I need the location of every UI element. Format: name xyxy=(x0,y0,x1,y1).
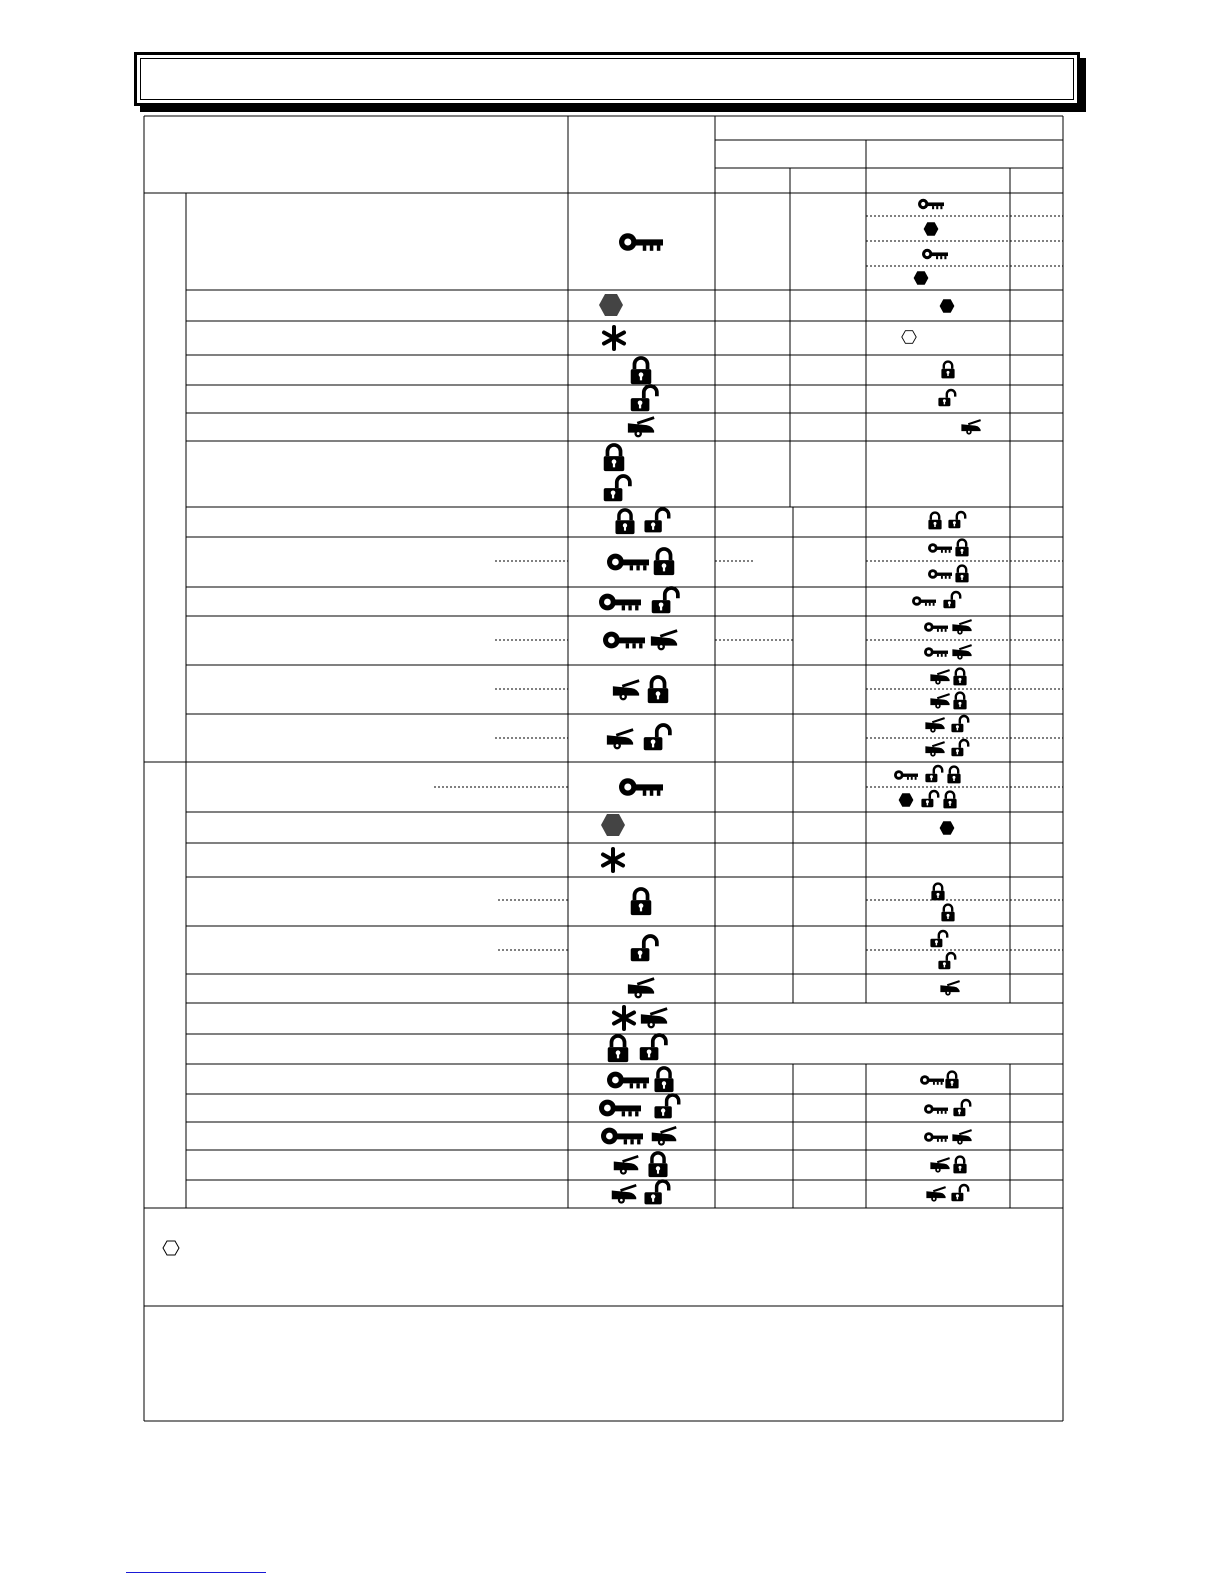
lock-open-icon xyxy=(631,936,657,961)
asterisk-icon xyxy=(604,327,624,349)
asterisk-icon xyxy=(614,1007,634,1029)
key-icon xyxy=(619,233,663,251)
lock-open-icon xyxy=(652,588,678,613)
footer-link[interactable] xyxy=(126,1572,266,1573)
lock-open-icon xyxy=(644,1181,668,1204)
lock-closed-icon xyxy=(953,693,966,710)
hexagon-icon xyxy=(601,814,625,836)
trunk-icon xyxy=(961,420,980,434)
trunk-icon xyxy=(614,1156,639,1174)
lock-closed-icon xyxy=(631,358,652,384)
trunk-icon xyxy=(952,1130,971,1144)
lock-closed-icon xyxy=(953,669,966,686)
lock-closed-icon xyxy=(608,1036,629,1062)
lock-closed-icon xyxy=(615,510,634,534)
lock-open-icon xyxy=(640,1035,666,1060)
key-icon xyxy=(924,647,948,657)
lock-open-icon xyxy=(631,386,657,411)
trunk-icon xyxy=(628,979,654,999)
asterisk-icon xyxy=(603,849,623,871)
lock-open-icon xyxy=(951,740,968,756)
lock-open-icon xyxy=(604,476,630,501)
lock-closed-icon xyxy=(943,792,956,809)
key-icon xyxy=(920,1075,944,1085)
hexagon-icon xyxy=(914,271,929,285)
lock-closed-icon xyxy=(928,513,941,530)
key-icon xyxy=(607,554,649,571)
hexagon-icon xyxy=(599,294,623,316)
lock-closed-icon xyxy=(941,905,954,922)
key-icon xyxy=(619,778,663,796)
key-icon xyxy=(922,249,948,259)
lock-closed-icon xyxy=(941,362,954,379)
hexagon-icon xyxy=(940,299,955,313)
lock-open-icon xyxy=(938,390,955,406)
hexagon-icon xyxy=(940,821,955,835)
trunk-icon xyxy=(926,1187,945,1201)
lock-closed-icon xyxy=(945,1072,958,1089)
trunk-icon xyxy=(952,645,971,659)
key-icon xyxy=(601,1128,643,1145)
lock-open-icon xyxy=(930,931,947,947)
key-icon xyxy=(924,1104,948,1114)
lock-closed-icon xyxy=(955,540,968,557)
lock-closed-icon xyxy=(955,566,968,583)
lock-closed-icon xyxy=(947,767,960,784)
key-icon xyxy=(912,596,936,606)
trunk-icon xyxy=(641,1009,667,1029)
hexagon-icon xyxy=(924,222,939,236)
lock-open-icon xyxy=(654,1095,678,1118)
key-icon xyxy=(607,1072,649,1089)
key-icon xyxy=(599,1100,641,1117)
key-icon xyxy=(928,543,952,553)
lock-open-icon xyxy=(925,766,942,782)
lock-open-icon xyxy=(953,1100,970,1116)
trunk-icon xyxy=(930,1158,949,1172)
lock-open-icon xyxy=(943,592,960,608)
lock-closed-icon xyxy=(648,1153,667,1177)
hexagon-outline-icon xyxy=(163,1241,179,1255)
lock-closed-icon xyxy=(931,884,944,901)
trunk-icon xyxy=(628,418,654,438)
key-icon xyxy=(894,770,918,780)
trunk-icon xyxy=(612,1185,637,1203)
lock-closed-icon xyxy=(654,1068,673,1092)
lock-closed-icon xyxy=(631,889,652,915)
trunk-icon xyxy=(930,670,949,684)
key-icon xyxy=(928,569,952,579)
lock-open-icon xyxy=(951,1185,968,1201)
key-icon xyxy=(924,1132,948,1142)
lock-closed-icon xyxy=(953,1157,966,1174)
trunk-icon xyxy=(952,620,971,634)
lock-closed-icon xyxy=(654,549,675,575)
lock-closed-icon xyxy=(604,445,625,471)
trunk-icon xyxy=(613,681,639,701)
trunk-icon xyxy=(940,981,959,995)
key-icon xyxy=(599,594,641,611)
lock-open-icon xyxy=(921,791,938,807)
lock-open-icon xyxy=(644,725,670,750)
lock-open-icon xyxy=(644,509,668,532)
table-icons xyxy=(163,199,981,1255)
hexagon-icon xyxy=(899,793,914,807)
key-icon xyxy=(603,632,645,649)
trunk-icon xyxy=(925,718,944,732)
trunk-icon xyxy=(925,742,944,756)
lock-open-icon xyxy=(938,953,955,969)
lock-open-icon xyxy=(948,512,965,528)
trunk-icon xyxy=(930,694,949,708)
trunk-icon xyxy=(652,1127,677,1145)
hexagon-outline-icon xyxy=(902,331,916,344)
trunk-icon xyxy=(607,730,633,750)
key-icon xyxy=(918,199,944,209)
lock-closed-icon xyxy=(648,677,669,703)
key-icon xyxy=(924,622,948,632)
lock-open-icon xyxy=(951,716,968,732)
trunk-icon xyxy=(651,631,677,651)
